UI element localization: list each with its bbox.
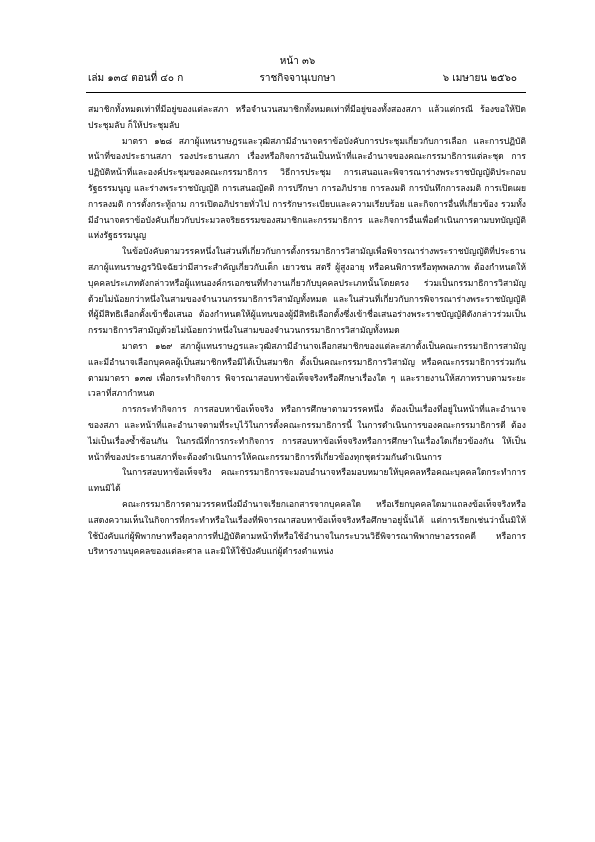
publication-date: ๖ เมษายน ๒๕๖๐ [442, 73, 517, 84]
publication-title: ราชกิจจานุเบกษา [259, 73, 336, 84]
header-rule [86, 92, 526, 93]
section-129-paragraph-3: ในการสอบหาข้อเท็จจริง คณะกรรมาธิการจะมอบอำนาจหรือมอบหมายให้บุคคลหรือคณะบุคคลใดกระทำการแทนมิได้ [88, 468, 526, 495]
paragraph-continuation: สมาชิกทั้งหมดเท่าที่มีอยู่ของแต่ละสภา หรือจำนวนสมาชิกทั้งหมดเท่าที่มีอยู่ของทั้งสองสภา แล้วแต่กรณี ร้องขอให้ปิดประชุมลับ ก็ให้ประชุมลับ [88, 105, 526, 131]
section-129: มาตรา ๑๒๙ สภาผู้แทนราษฎรและวุฒิสภามีอำนาจเลือกสมาชิกของแต่ละสภาตั้งเป็นคณะกรรมาธิการสามัญ และมีอำนาจเลือกบุคคลผู้เป็นสมาชิกหรือมิได้เป็นสมาชิก ตั้งเป็นคณะกรรมาธิการวิสามัญ หรือคณะกรรมาธิการร่วมกันตามมาตรา ๑๓๗ เพื่อกระทำกิจการ พิจารณาสอบหาข้อเท็จจริงหรือศึกษาเรื่องใด ๆ และรายงานให้สภาทราบตามระยะเวลาที่สภากำหนด [88, 341, 526, 400]
section-128-paragraph-2: ในข้อบังคับตามวรรคหนึ่งในส่วนที่เกี่ยวกับการตั้งกรรมาธิการวิสามัญเพื่อพิจารณาร่างพระราชบัญญัติที่ประธานสภาผู้แทนราษฎรวินิจฉัยว่ามีสาระสำคัญเกี่ยวกับเด็ก เยาวชน สตรี ผู้สูงอายุ หรือคนพิการหรือทุพพลภาพ ต้องกำหนดให้บุคคลประเภทดังกล่าวหรือผู้แทนองค์กรเอกชนที่ทำงานเกี่ยวกับบุคคลประเภทนั้นโดยตรง ร่วมเป็นกรรมาธิการวิสามัญด้วยไม่น้อยกว่าหนึ่งในสามของจำนวนกรรมาธิการวิสามัญทั้งหมด และในส่วนที่เกี่ยวกับการพิจารณาร่างพระราชบัญญัติที่ผู้มีสิทธิเลือกตั้งเข้าชื่อเสนอ ต้องกำหนดให้ผู้แทนของผู้มีสิทธิเลือกตั้งซึ่งเข้าชื่อเสนอร่างพระราชบัญญัติดังกล่าวร่วมเป็นกรรมาธิการวิสามัญด้วยไม่น้อยกว่าหนึ่งในสามของจำนวนกรรมาธิการวิสามัญทั้งหมด [88, 247, 526, 337]
document-body [88, 103, 526, 561]
volume-issue: เล่ม ๑๓๔ ตอนที่ ๔๐ ก [88, 73, 184, 84]
section-129-paragraph-4: คณะกรรมาธิการตามวรรคหนึ่งมีอำนาจเรียกเอกสารจากบุคคลใด หรือเรียกบุคคลใดมาแถลงข้อเท็จจริงหรือแสดงความเห็นในกิจการที่กระทำหรือในเรื่องที่พิจารณาสอบหาข้อเท็จจริงหรือศึกษาอยู่นั้นได้ แต่การเรียกเช่นว่านั้นมิให้ใช้บังคับแก่ผู้พิพากษาหรือตุลาการที่ปฏิบัติตามหน้าที่หรือใช้อำนาจในกระบวนวิธีพิจารณาพิพากษาอรรถคดี หรือการบริหารงานบุคคลของแต่ละศาล และมิให้ใช้บังคับแก่ผู้ดำรงตำแหน่ง [88, 499, 526, 558]
page-number: หน้า ๓๖ [279, 56, 316, 67]
section-128: มาตรา ๑๒๘ สภาผู้แทนราษฎรและวุฒิสภามีอำนาจตราข้อบังคับการประชุมเกี่ยวกับการเลือก และการปฏิบัติหน้าที่ของประธานสภา รองประธานสภา เรื่องหรือกิจการอันเป็นหน้าที่และอำนาจของคณะกรรมาธิการแต่ละชุด การปฏิบัติหน้าที่และองค์ประชุมของคณะกรรมาธิการ วิธีการประชุม การเสนอและพิจารณาร่างพระราชบัญญัติประกอบรัฐธรรมนูญ และร่างพระราชบัญญัติ การเสนอญัตติ การปรึกษา การอภิปราย การลงมติ การบันทึกการลงมติ การเปิดเผยการลงมติ การตั้งกระทู้ถาม การเปิดอภิปรายทั่วไป การรักษาระเบียบและความเรียบร้อย และกิจการอื่นที่เกี่ยวข้อง รวมทั้งมีอำนาจตราข้อบังคับเกี่ยวกับประมวลจริยธรรมของสมาชิกและกรรมาธิการ และกิจการอื่นเพื่อดำเนินการตามบทบัญญัติแห่งรัฐธรรมนูญ [88, 136, 526, 242]
section-129-paragraph-2: การกระทำกิจการ การสอบหาข้อเท็จจริง หรือการศึกษาตามวรรคหนึ่ง ต้องเป็นเรื่องที่อยู่ในหน้าที่และอำนาจของสภา และหน้าที่และอำนาจตามที่ระบุไว้ในการตั้งคณะกรรมาธิการนี้ ในการดำเนินการของคณะกรรมาธิการดี ต้องไม่เป็นเรื่องซ้ำซ้อนกัน ในกรณีที่การกระทำกิจการ การสอบหาข้อเท็จจริงหรือการศึกษาในเรื่องใดเกี่ยวข้องกัน ให้เป็นหน้าที่ของประธานสภาที่จะต้องดำเนินการให้คณะกรรมาธิการที่เกี่ยวข้องทุกชุดร่วมกันดำเนินการ [88, 405, 526, 463]
